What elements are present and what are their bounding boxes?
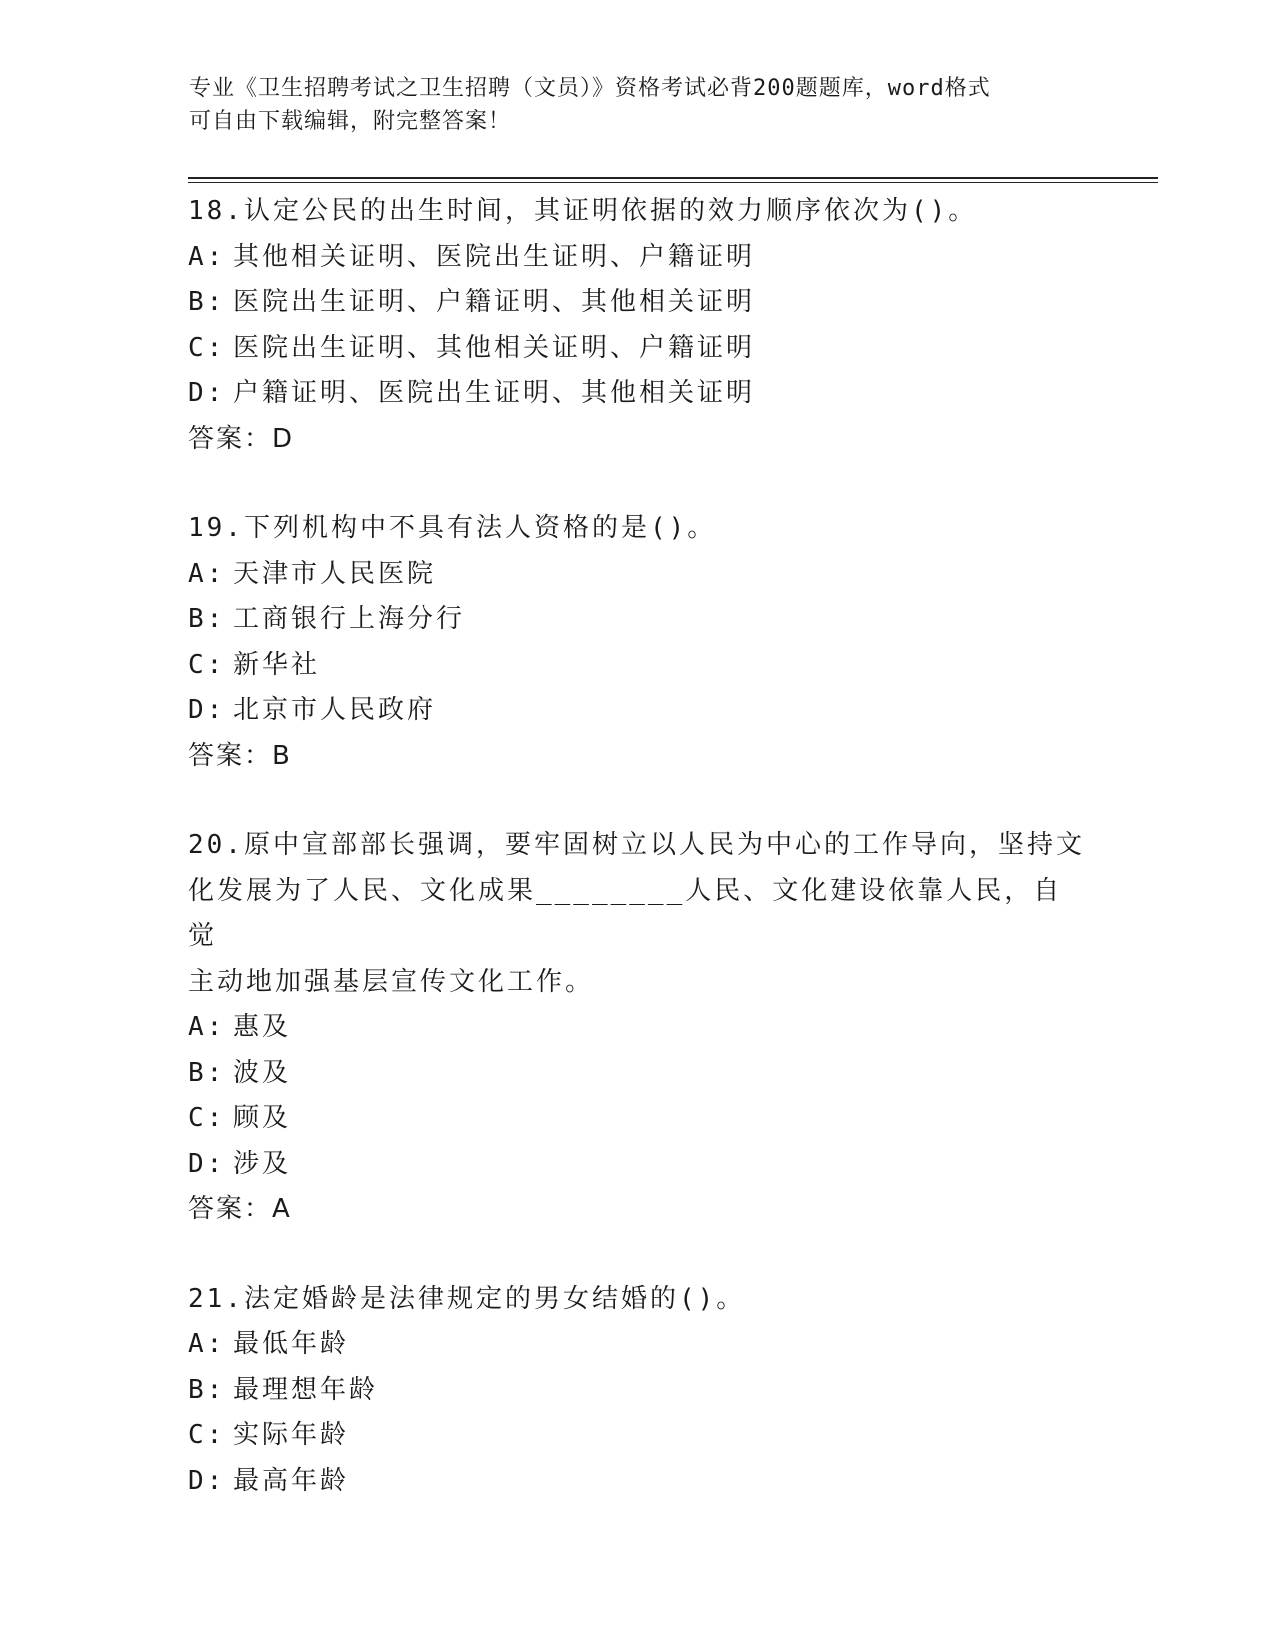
option-key: B: bbox=[188, 1057, 226, 1088]
option-text: 最高年龄 bbox=[233, 1465, 350, 1496]
option-text: 户籍证明、医院出生证明、其他相关证明 bbox=[233, 378, 756, 408]
answer-line: 答案：B bbox=[188, 740, 292, 771]
answer-line: 答案：D bbox=[188, 423, 295, 454]
option-text: 天津市人民医院 bbox=[233, 558, 437, 589]
header-line-1: 专业《卫生招聘考试之卫生招聘（文员）》资格考试必背200题题库，word格式 bbox=[189, 76, 991, 101]
option-a bbox=[188, 552, 1088, 598]
option-key: A: bbox=[188, 241, 226, 272]
option-d bbox=[188, 371, 1088, 417]
option-a bbox=[188, 1322, 1088, 1368]
option-key: C: bbox=[188, 1420, 226, 1450]
option-key: A: bbox=[188, 1012, 226, 1042]
option-text: 顾及 bbox=[233, 1103, 292, 1133]
question-20 bbox=[188, 823, 1088, 1233]
question-stem-line: 20.原中宣部部长强调，要牢固树立以人民为中心的工作导向，坚持文 bbox=[188, 830, 1085, 860]
option-d bbox=[188, 1142, 1088, 1188]
header-divider-thick bbox=[188, 177, 1158, 179]
option-text: 涉及 bbox=[233, 1148, 292, 1179]
option-key: A: bbox=[188, 1329, 226, 1359]
option-text: 最低年龄 bbox=[233, 1329, 350, 1359]
option-text: 北京市人民政府 bbox=[233, 695, 437, 725]
option-text: 波及 bbox=[233, 1057, 292, 1088]
option-key: D: bbox=[188, 378, 226, 408]
option-b bbox=[188, 597, 1088, 643]
option-a bbox=[188, 1005, 1088, 1051]
question-stem: 21.法定婚龄是法律规定的男女结婚的()。 bbox=[188, 1283, 746, 1314]
option-key: A: bbox=[188, 558, 226, 589]
header-divider-thin bbox=[188, 182, 1158, 183]
option-c bbox=[188, 326, 1088, 372]
option-c bbox=[188, 1096, 1088, 1142]
question-stem-line: 主动地加强基层宣传文化工作。 bbox=[188, 966, 595, 997]
option-key: D: bbox=[188, 1465, 226, 1496]
option-key: C: bbox=[188, 1103, 226, 1133]
option-text: 新华社 bbox=[233, 649, 321, 680]
option-key: B: bbox=[188, 287, 226, 317]
option-b bbox=[188, 1051, 1088, 1097]
document-header bbox=[189, 72, 1089, 138]
option-text: 最理想年龄 bbox=[233, 1374, 379, 1405]
question-19 bbox=[188, 506, 1088, 779]
option-key: D: bbox=[188, 695, 226, 725]
option-text: 医院出生证明、户籍证明、其他相关证明 bbox=[233, 287, 756, 317]
option-d bbox=[188, 1459, 1088, 1505]
header-line-2: 可自由下载编辑，附完整答案！ bbox=[189, 109, 512, 134]
option-key: B: bbox=[188, 1374, 226, 1405]
question-stem: 19.下列机构中不具有法人资格的是()。 bbox=[188, 513, 717, 543]
option-text: 工商银行上海分行 bbox=[233, 604, 466, 634]
answer-line: 答案：A bbox=[188, 1194, 292, 1224]
option-c bbox=[188, 1413, 1088, 1459]
option-text: 医院出生证明、其他相关证明、户籍证明 bbox=[233, 332, 756, 363]
option-key: D: bbox=[188, 1148, 226, 1179]
option-d bbox=[188, 688, 1088, 734]
option-key: B: bbox=[188, 604, 226, 634]
option-b bbox=[188, 280, 1088, 326]
option-c bbox=[188, 643, 1088, 689]
question-18 bbox=[188, 189, 1088, 462]
question-stem: 18.认定公民的出生时间，其证明依据的效力顺序依次为()。 bbox=[188, 196, 978, 226]
option-b bbox=[188, 1368, 1088, 1414]
option-text: 其他相关证明、医院出生证明、户籍证明 bbox=[233, 241, 756, 272]
question-stem-line: 化发展为了人民、文化成果________人民、文化建设依靠人民，自觉 bbox=[188, 875, 1063, 951]
question-21 bbox=[188, 1277, 1088, 1505]
option-a bbox=[188, 235, 1088, 281]
question-list bbox=[188, 189, 1088, 1548]
option-text: 实际年龄 bbox=[233, 1420, 350, 1450]
option-key: C: bbox=[188, 332, 226, 363]
option-key: C: bbox=[188, 649, 226, 680]
option-text: 惠及 bbox=[233, 1012, 292, 1042]
